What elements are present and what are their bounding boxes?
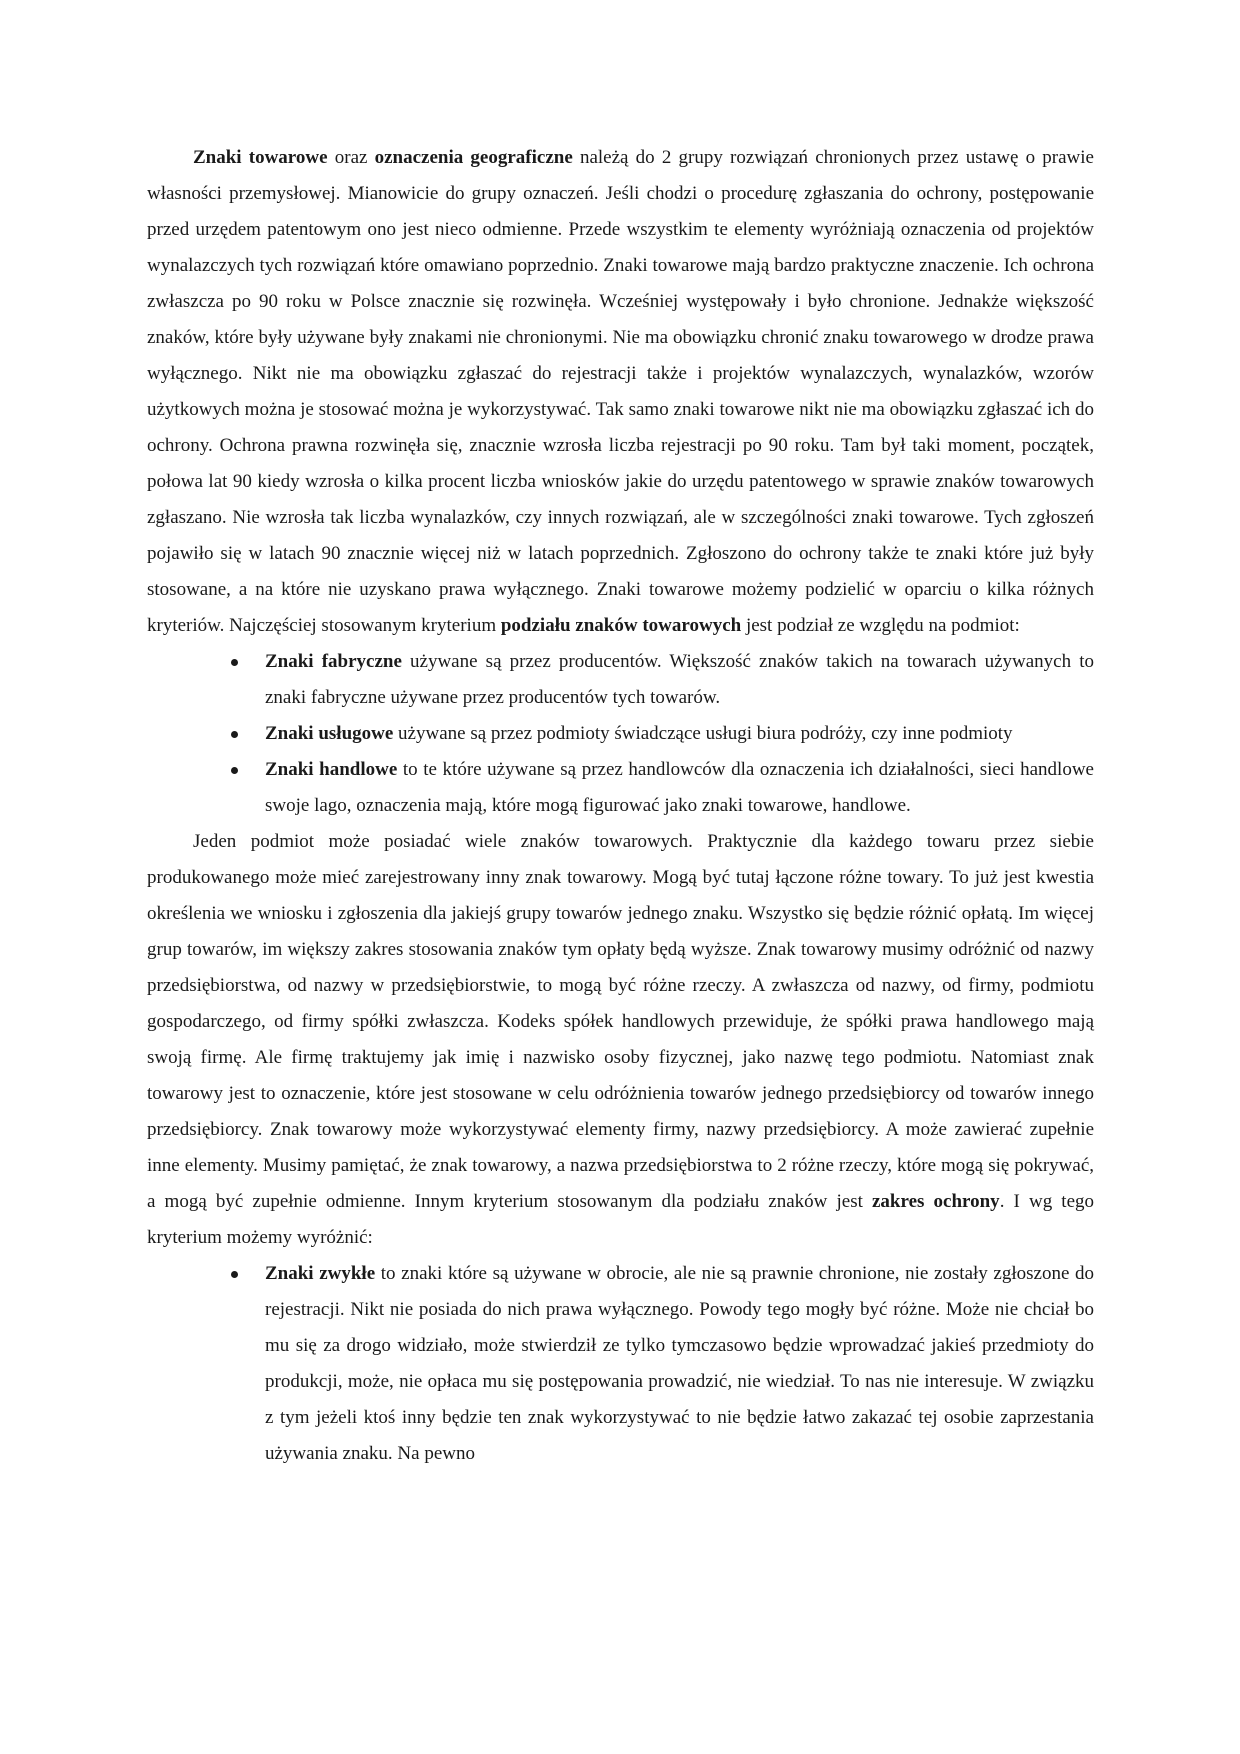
list-item: Znaki fabryczne używane są przez producentów. Większość znaków takich na towarach używanych to znaki fabryczne używane przez producentów tych towarów. — [147, 644, 1094, 716]
bullet-list-subject — [147, 644, 1094, 824]
list-item: Znaki usługowe używane są przez podmioty świadczące usługi biura podróży, czy inne podmioty — [147, 716, 1094, 752]
paragraph-2: Jeden podmiot może posiadać wiele znaków towarowych. Praktycznie dla każdego towaru przez siebie produkowanego może mieć zarejestrowany inny znak towarowy. Mogą być tutaj łączone różne towary. To już jest kwestia określenia we wniosku i zgłoszenia dla jakiejś grupy towarów jednego znaku. Wszystko się będzie różnić opłatą. Im więcej grup towarów, im większy zakres stosowania znaków tym opłaty będą wyższe. Znak towarowy musimy odróżnić od nazwy przedsiębiorstwa, od nazwy w przedsiębiorstwie, to mogą być różne rzeczy. A zwłaszcza od nazwy, od firmy, podmiotu gospodarczego, od firmy spółki zwłaszcza. Kodeks spółek handlowych przewiduje, że spółki prawa handlowego mają swoją firmę. Ale firmę traktujemy jak imię i nazwisko osoby fizycznej, jako nazwę tego podmiotu. Natomiast znak towarowy jest to oznaczenie, które jest stosowane w celu odróżnienia towarów jednego przedsiębiorcy od towarów innego przedsiębiorcy. Znak towarowy może wykorzystywać elementy firmy, nazwy przedsiębiorcy. A może zawierać zupełnie inne elementy. Musimy pamiętać, że znak towarowy, a nazwa przedsiębiorstwa to 2 różne rzeczy, które mogą się pokrywać, a mogą być zupełnie odmienne. Innym kryterium stosowanym dla podziału znaków jest zakres ochrony. I wg tego kryterium możemy wyróżnić: — [147, 831, 1095, 1248]
bold-term: oznaczenia geograficzne — [374, 147, 573, 168]
bold-term: zakres ochrony — [872, 1191, 1000, 1212]
bold-term: podziału znaków towarowych — [500, 615, 742, 636]
list-item: Znaki handlowe to te które używane są przez handlowców dla oznaczenia ich działalności, sieci handlowe swoje lago, oznaczenia mają, które mogą figurować jako znaki towarowe, handlowe. — [147, 752, 1094, 824]
bullet-list-protection — [147, 1256, 1094, 1472]
paragraph-1: Znaki towarowe oraz oznaczenia geograficzne należą do 2 grupy rozwiązań chronionych przez ustawę o prawie własności przemysłowej. Mianowicie do grupy oznaczeń. Jeśli chodzi o procedurę zgłaszania do ochrony, postępowanie przed urzędem patentowym ono jest nieco odmienne. Przede wszystkim te elementy wyróżniają oznaczenia od projektów wynalazczych tych rozwiązań które omawiano poprzednio. Znaki towarowe mają bardzo praktyczne znaczenie. Ich ochrona zwłaszcza po 90 roku w Polsce znacznie się rozwinęła. Wcześniej występowały i było chronione. Jednakże większość znaków, które były używane były znakami nie chronionymi. Nie ma obowiązku chronić znaku towarowego w drodze prawa wyłącznego. Nikt nie ma obowiązku zgłaszać do rejestracji także i projektów wynalazczych, wynalazków, wzorów użytkowych można je stosować można je wykorzystywać. Tak samo znaki towarowe nikt nie ma obowiązku zgłaszać ich do ochrony. Ochrona prawna rozwinęła się, znacznie wzrosła liczba rejestracji po 90 roku. Tam był taki moment, początek, połowa lat 90 kiedy wzrosła o kilka procent liczba wniosków jakie do urzędu patentowego w sprawie znaków towarowych zgłaszano. Nie wzrosła tak liczba wynalazków, czy innych rozwiązań, ale w szczególności znaki towarowe. Tych zgłoszeń pojawiło się w latach 90 znacznie więcej niż w latach poprzednich. Zgłoszono do ochrony także te znaki które już były stosowane, a na które nie uzyskano prawa wyłącznego. Znaki towarowe możemy podzielić w oparciu o kilka różnych kryteriów. Najczęściej stosowanym kryterium podziału znaków towarowych jest podział ze względu na podmiot: — [147, 147, 1094, 636]
document-page — [147, 140, 1094, 1472]
bold-term: Znaki towarowe — [193, 147, 328, 168]
list-item: Znaki zwykłe to znaki które są używane w obrocie, ale nie są prawnie chronione, nie zostały zgłoszone do rejestracji. Nikt nie posiada do nich prawa wyłącznego. Powody tego mogły być różne. Może nie chciał bo mu się za drogo widziało, może stwierdził ze tylko tymczasowo będzie wprowadzać jakieś przedmioty do produkcji, może, nie opłaca mu się postępowania prowadzić, nie wiedział. To nas nie interesuje. W związku z tym jeżeli ktoś inny będzie ten znak wykorzystywać to nie będzie łatwo zakazać tej osobie zaprzestania używania znaku. Na pewno — [147, 1256, 1094, 1472]
